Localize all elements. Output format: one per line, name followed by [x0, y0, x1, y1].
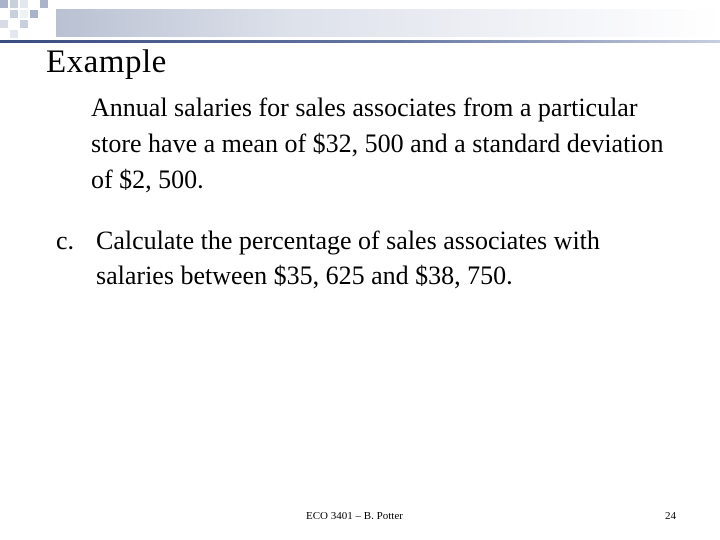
- list-item-marker: c.: [56, 226, 75, 255]
- list-item-text: Calculate the percentage of sales associates with salaries between $35, 625 and $38, 750.: [96, 226, 600, 290]
- footer-text: ECO 3401 – B. Potter: [306, 510, 403, 522]
- intro-paragraph: Annual salaries for sales associates from a particular store have a mean of $32, 500 and a standard deviation of $2, 500.: [91, 93, 664, 194]
- header-band: [56, 9, 720, 37]
- page-number: 24: [665, 510, 676, 522]
- decorative-squares-icon: [0, 0, 60, 40]
- slide-title: Example: [46, 44, 167, 80]
